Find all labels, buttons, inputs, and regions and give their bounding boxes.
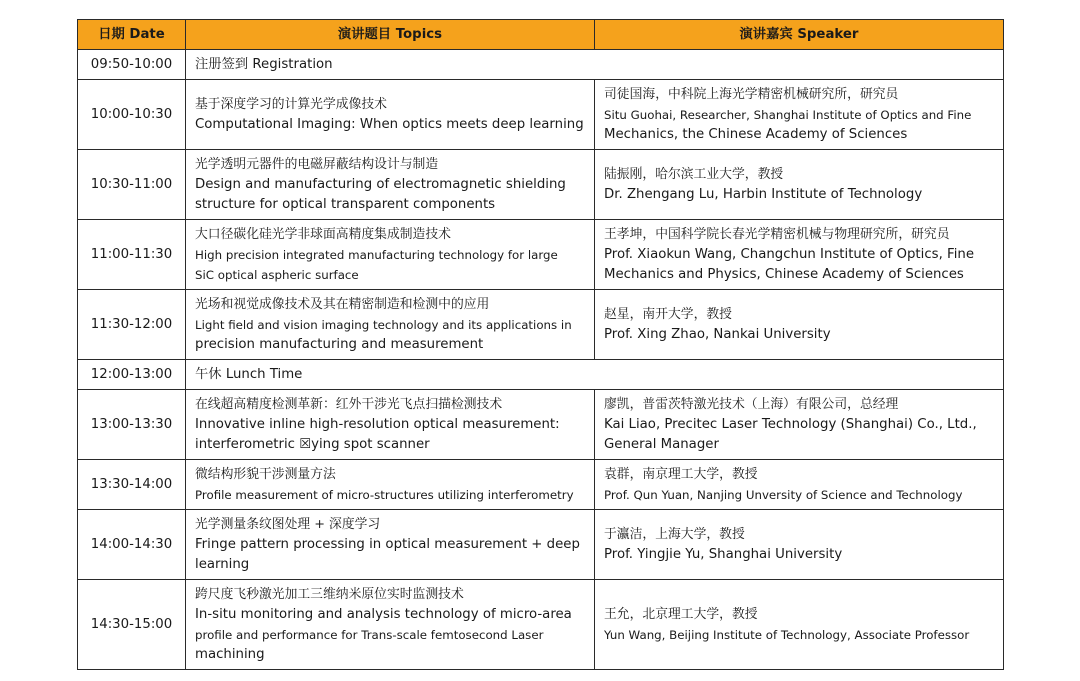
header-date: 日期 Date [78,20,186,50]
speaker-zh: 赵星，南开大学，教授 [604,306,732,322]
table-row [78,220,1004,290]
speaker-en: Dr. Zhengang Lu, Harbin Institute of Technology [604,186,923,202]
speaker-zh: 袁群，南京理工大学，教授 [604,466,758,482]
topic-cell [186,290,595,360]
speaker-en: Mechanics and Physics, Chinese Academy of Sciences [604,266,964,282]
topic-en: Fringe pattern processing in optical measurement + deep [195,536,580,552]
speaker-cell [595,150,1004,220]
table-row [78,50,1004,80]
table-row [78,360,1004,390]
topic-en: interferometric ☒ying spot scanner [195,436,430,452]
time-cell: 13:30-14:00 [78,460,186,510]
time-cell: 13:00-13:30 [78,390,186,460]
table-row [78,80,1004,150]
topic-en: machining [195,646,265,662]
topic-cell [186,80,595,150]
speaker-zh: 司徒国海，中科院上海光学精密机械研究所，研究员 [604,86,899,102]
header-topics: 演讲题目 Topics [186,20,595,50]
time-cell: 11:30-12:00 [78,290,186,360]
speaker-en: Prof. Qun Yuan, Nanjing Unversity of Science and Technology [604,487,963,502]
topic-cell [186,220,595,290]
speaker-en: Prof. Xing Zhao, Nankai University [604,326,831,342]
speaker-en: Mechanics, the Chinese Academy of Sciences [604,126,908,142]
topic-cell: 注册签到 Registration [186,50,1004,80]
time-cell: 09:50-10:00 [78,50,186,80]
topic-cell: 午休 Lunch Time [186,360,1004,390]
topic-en: Profile measurement of micro-structures utilizing interferometry [195,487,574,502]
topic-zh: 光场和视觉成像技术及其在精密制造和检测中的应用 [195,296,490,312]
speaker-cell [595,80,1004,150]
topic-cell [186,390,595,460]
speaker-cell [595,220,1004,290]
topic-en: structure for optical transparent components [195,196,496,212]
speaker-en: Yun Wang, Beijing Institute of Technology, Associate Professor [604,627,970,642]
topic-cell [186,460,595,510]
topic-en: Computational Imaging: When optics meets deep learning [195,116,584,132]
speaker-en: Situ Guohai, Researcher, Shanghai Institute of Optics and Fine [604,107,972,122]
speaker-en: Prof. Yingjie Yu, Shanghai University [604,546,843,562]
topic-cell [186,580,595,670]
topic-en: learning [195,556,250,572]
speaker-zh: 于瀛洁，上海大学，教授 [604,526,745,542]
topic-en: precision manufacturing and measurement [195,336,484,352]
table-row [78,580,1004,670]
topic-en: profile and performance for Trans-scale femtosecond Laser [195,627,544,642]
speaker-en: Kai Liao, Precitec Laser Technology (Shanghai) Co., Ltd., [604,416,977,432]
topic-en: SiC optical aspheric surface [195,267,359,282]
time-cell: 14:30-15:00 [78,580,186,670]
table-row [78,510,1004,580]
topic-zh: 光学测量条纹图处理 + 深度学习 [195,516,381,532]
topic-en: Light field and vision imaging technology and its applications in [195,317,572,332]
table-row [78,390,1004,460]
speaker-cell [595,390,1004,460]
header-row [78,20,1004,50]
header-speaker: 演讲嘉宾 Speaker [595,20,1004,50]
table-row [78,150,1004,220]
topic-zh: 跨尺度飞秒激光加工三维纳米原位实时监测技术 [195,586,464,602]
topic-cell [186,150,595,220]
time-cell: 10:00-10:30 [78,80,186,150]
topic-en: High precision integrated manufacturing technology for large [195,247,558,262]
speaker-en: General Manager [604,436,719,452]
table-row [78,290,1004,360]
speaker-cell [595,460,1004,510]
speaker-zh: 陆振刚，哈尔滨工业大学，教授 [604,166,784,182]
speaker-zh: 王允，北京理工大学，教授 [604,606,758,622]
topic-zh: 光学透明元器件的电磁屏蔽结构设计与制造 [195,156,439,172]
topic-zh: 大口径碳化硅光学非球面高精度集成制造技术 [195,226,451,242]
speaker-zh: 王孝坤，中国科学院长春光学精密机械与物理研究所，研究员 [604,226,950,242]
topic-cell [186,510,595,580]
speaker-cell [595,510,1004,580]
speaker-zh: 廖凯，普雷茨特激光技术（上海）有限公司，总经理 [604,396,899,412]
topic-en: In-situ monitoring and analysis technology of micro-area [195,606,572,622]
time-cell: 10:30-11:00 [78,150,186,220]
table-row [78,460,1004,510]
topic-zh: 在线超高精度检测革新：红外干涉光飞点扫描检测技术 [195,396,503,412]
speaker-cell [595,290,1004,360]
topic-zh: 微结构形貌干涉测量方法 [195,466,336,482]
time-cell: 12:00-13:00 [78,360,186,390]
speaker-en: Prof. Xiaokun Wang, Changchun Institute of Optics, Fine [604,246,975,262]
topic-en: Innovative inline high-resolution optical measurement: [195,416,560,432]
agenda-table [77,19,1004,670]
topic-zh: 基于深度学习的计算光学成像技术 [195,96,387,112]
speaker-cell [595,580,1004,670]
time-cell: 14:00-14:30 [78,510,186,580]
topic-en: Design and manufacturing of electromagnetic shielding [195,176,566,192]
time-cell: 11:00-11:30 [78,220,186,290]
